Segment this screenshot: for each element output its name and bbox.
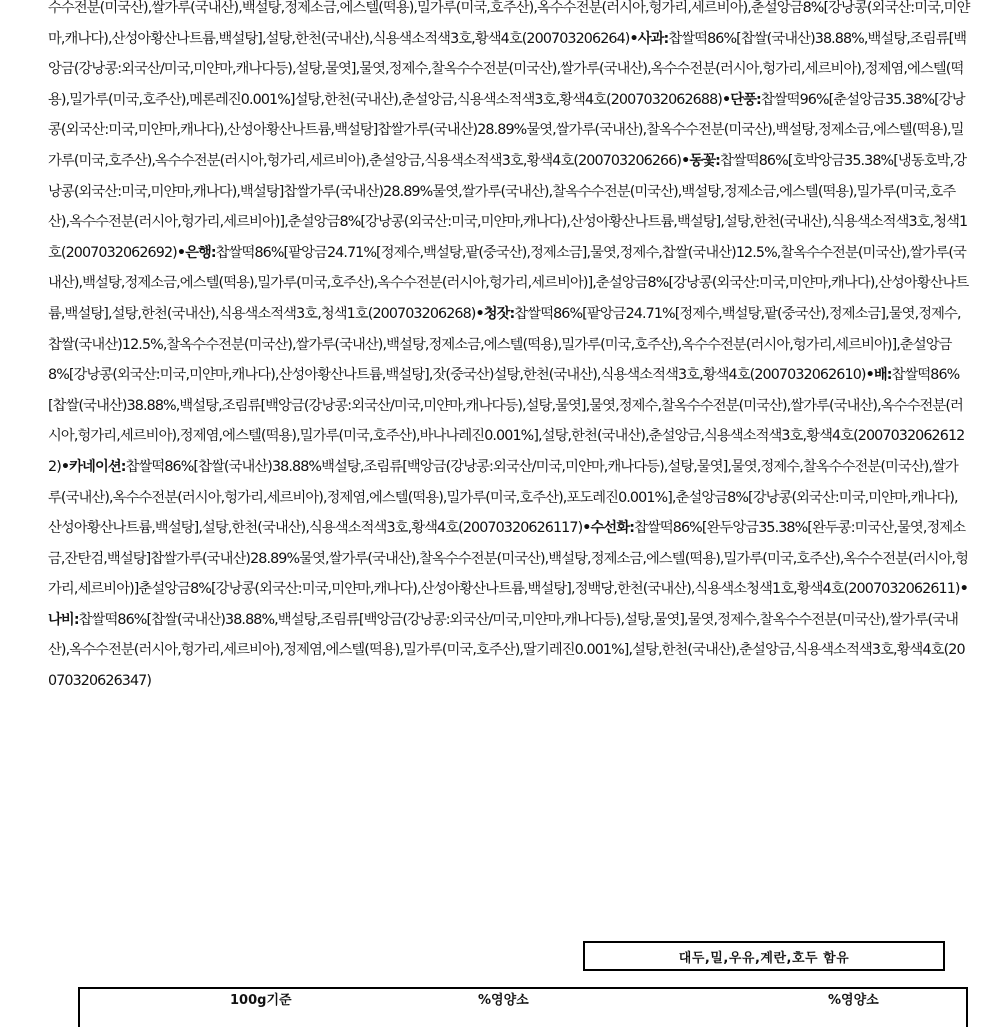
bullet-separator: • [865,367,874,384]
nutrition-header-daily-value-2: %영양소 [828,993,879,1008]
ingredient-text: 찹쌀떡86%[팥앙금24.71%[정제수,백설탕,팥(중국산),정제소금],물엿,정제수,찹쌀(국내산)12.5%,찰옥수수전분(미국산),쌀가루(국내산),백설탕,정제소금,에스텔(떡용),밀가루(미국,호주산),옥수수전분(러시아,헝가리,세르비아)],춘설앙금8%[강낭콩(외국산:미국,미얀마,캐나다),산성아황산나트륨,백설탕],잣(중국산)설탕,한천(국내산),식용색소적색3호,황색4호(2007032062610) [48,305,961,384]
product-name-label: 사과: [637,30,669,47]
ingredient-text: 찹쌀떡96%[춘설앙금35.38%[강낭콩(외국산:미국,미얀마,캐나다),산성아황산나트륨,백설탕]찹쌀가루(국내산)28.89%물엿,쌀가루(국내산),찰옥수수전분(미국산),백설탕,정제소금,에스텔(떡용),밀가루(미국,호주산),옥수수전분(러시아,헝가리,세르비아),춘설앙금,식용색소적색3호,황색4호(200703206266) [48,91,965,169]
allergy-notice-box [583,941,945,971]
product-name-label: 나비: [48,611,79,628]
ingredient-text: 찹쌀떡86%[찹쌀(국내산)38.88%백설탕,조림류[백앙금(강낭콩:외국산/미국,미얀마,캐나다등),설탕,물엿],물엿,정제수,찰옥수수전분(미국산),쌀가루(국내산),옥수수전분(러시아,헝가리,세르비아),정제염,에스텔(떡용),밀가루(미국,호주산),포도레진0.001%],춘설앙금8%[강낭콩(외국산:미국,미얀마,캐나다),산성아황산나트륨,백설탕],설탕,한천(국내산),식용색소적색3호,황색4호(20070320626117) [48,458,958,537]
nutrition-header-daily-value: %영양소 [478,993,529,1008]
bullet-separator: • [60,458,70,475]
product-name-label: 수선화: [590,520,635,537]
ingredient-text: 수수전분(미국산),쌀가루(국내산),백설탕,정제소금,에스텔(떡용),밀가루(미국,호주산),옥수수전분(러시아,헝가리,세르비아),춘설앙금8%[강낭콩(외국산:미국,미얀마,캐나다),산성아황산나트륨,백설탕],설탕,한천(국내산),식용색소적색3호,황색4호(200703206264) [48,0,970,47]
product-name-label: 단풍: [730,91,761,108]
product-name-label: 청잣: [483,305,515,322]
product-name-label: 배: [873,367,892,384]
nutrition-table [78,987,968,1027]
bullet-separator: • [681,152,690,169]
ingredient-text: 찹쌀떡86%[완두앙금35.38%[완두콩:미국산,물엿,정제소금,잔탄검,백설탕]찹쌀가루(국내산)28.89%물엿,쌀가루(국내산),찰옥수수전분(미국산),백설탕,정제소금,에스텔(떡용),밀가루(미국,호주산),옥수수전분(러시아,헝가리,세르비아)]춘설앙금8%[강낭콩(외국산:미국,미얀마,캐나다),산성아황산나트륨,백설탕],정백당,한천(국내산),식용색소청색1호,황색4호(2007032062611) [48,520,968,598]
ingredients-paragraph [48,0,970,697]
ingredient-text: 찹쌀떡86%[팥앙금24.71%[정제수,백설탕,팥(중국산),정제소금],물엿,정제수,찹쌀(국내산)12.5%,찰옥수수전분(미국산),쌀가루(국내산),백설탕,정제소금,에스텔(떡용),밀가루(미국,호주산),옥수수전분(러시아,헝가리,세르비아)],춘설앙금8%[강낭콩(외국산:미국,미얀마,캐나다),산성아황산나트륨,백설탕],설탕,한천(국내산),식용색소적색3호,청색1호(200703206268) [48,244,969,322]
bullet-separator: • [582,520,591,537]
product-name-label: 카네이션: [69,458,126,475]
product-name-label: 은행: [185,244,216,261]
ingredient-text: 찹쌀떡86%[찹쌀(국내산)38.88%,백설탕,조림류[백앙금(강낭콩:외국산/미국,미얀마,캐나다등),설탕,물엿],물엿,정제수,찰옥수수전분(미국산),쌀가루(국내산),옥수수전분(러시아,헝가리,세르비아),정제염,에스텔(떡용),밀가루(미국,호주산),딸기레진0.001%],설탕,한천(국내산),춘설앙금,식용색소적색3호,황색4호(20070320626347) [48,611,965,690]
product-name-label: 동꽃: [689,152,720,169]
ingredient-text: 찹쌀떡86%[찹쌀(국내산)38.88%,백설탕,조림류[백앙금(강낭콩:외국산/미국,미얀마,캐나다등),설탕,물엿],물엿,정제수,찰옥수수전분(미국산),쌀가루(국내산),옥수수전분(러시아,헝가리,세르비아),정제염,에스텔(떡용),밀가루(미국,호주산),메론레진0.001%]설탕,한천(국내산),춘설앙금,식용색소적색3호,황색4호(2007032062688) [48,30,967,108]
nutrition-header-basis: 100g기준 [230,993,292,1008]
bullet-separator: • [959,581,968,598]
bullet-separator: • [721,91,731,108]
ingredient-text: 찹쌀떡86%[호박앙금35.38%[냉동호박,강낭콩(외국산:미국,미얀마,캐나다),백설탕]찹쌀가루(국내산)28.89%물엿,쌀가루(국내산),찰옥수수전분(미국산),백설탕,정제소금,에스텔(떡용),밀가루(미국,호주산),옥수수전분(러시아,헝가리,세르비아)],춘설앙금8%[강낭콩(외국산:미국,미얀마,캐나다),산성아황산나트륨,백설탕],설탕,한천(국내산),식용색소적색3호,청색1호(2007032062692) [48,152,968,261]
bullet-separator: • [475,305,484,322]
allergy-notice-text: 대두,밀,우유,계란,호두 함유 [678,950,850,966]
bullet-separator: • [176,244,186,261]
ingredient-text: 찹쌀떡86%[찹쌀(국내산)38.88%,백설탕,조림류[백앙금(강낭콩:외국산/미국,미얀마,캐나다등),설탕,물엿],물엿,정제수,찰옥수수전분(미국산),쌀가루(국내산),옥수수전분(러시아,헝가리,세르비아),정제염,에스텔(떡용),밀가루(미국,호주산),바나나레진0.001%],설탕,한천(국내산),춘설앙금,식용색소적색3호,황색4호(20070320626122) [48,367,965,475]
bullet-separator: • [629,30,638,47]
